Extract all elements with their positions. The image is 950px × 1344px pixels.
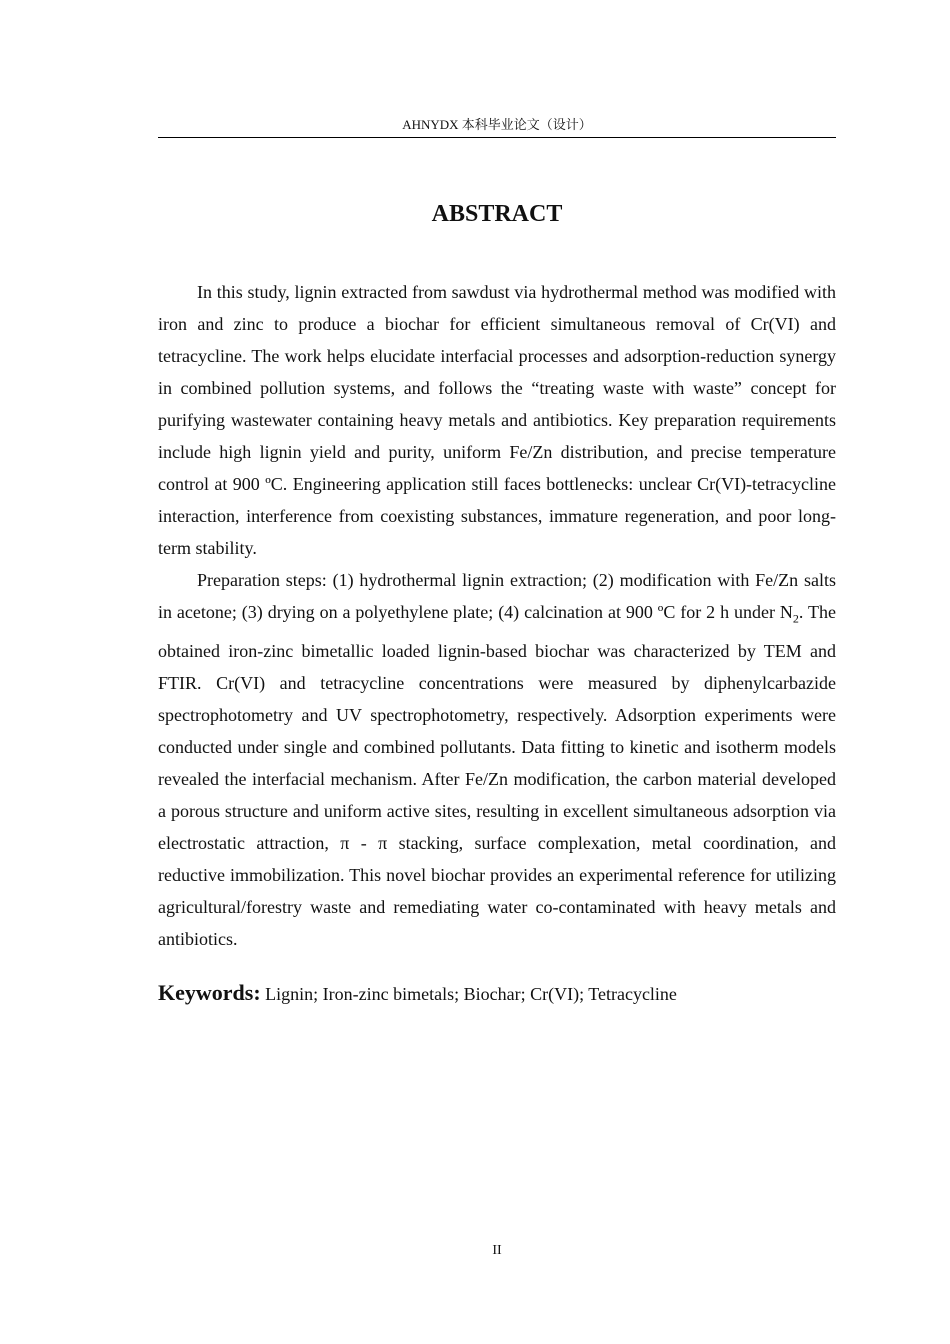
abstract-paragraph-2 (158, 564, 836, 955)
keywords-label: Keywords: (158, 980, 261, 1005)
abstract-body (158, 276, 836, 955)
abstract-paragraph-1: In this study, lignin extracted from sawdust via hydrothermal method was modified with iron and zinc to produce a biochar for efficient simultaneous removal of Cr(VI) and tetracycline. The work helps elucidate interfacial processes and adsorption-reduction synergy in combined pollution systems, and follows the “treating waste with waste” concept for purifying wastewater containing heavy metals and antibiotics. Key preparation requirements include high lignin yield and purity, uniform Fe/Zn distribution, and precise temperature control at 900 ºC. Engineering application still faces bottlenecks: unclear Cr(VI)-tetracycline interaction, interference from coexisting substances, immature regeneration, and poor long-term stability. (158, 282, 836, 558)
nitrogen-subscript: 2 (792, 611, 799, 626)
paragraph-2-text-end: . The obtained iron-zinc bimetallic loaded lignin-based biochar was characterized by TEM and FTIR. Cr(VI) and tetracycline concentrations were measured by diphenylcarbazide spectrophotometry and UV spectrophotometry, respectively. Adsorption experiments were conducted under single and combined pollutants. Data fitting to kinetic and isotherm models revealed the interfacial mechanism. After Fe/Zn modification, the carbon material developed a porous structure and uniform active sites, resulting in excellent simultaneous adsorption via electrostatic attraction, π - π stacking, surface complexation, metal coordination, and reductive immobilization. This novel biochar provides an experimental reference for utilizing agricultural/forestry waste and remediating water co-contaminated with heavy metals and antibiotics. (158, 602, 836, 949)
keywords-line (158, 977, 836, 1010)
page-number: II (492, 1243, 502, 1258)
paragraph-2-text-start: Preparation steps: (1) hydrothermal lignin extraction; (2) modification with Fe/Zn salts in acetone; (3) drying on a polyethylene plate; (4) calcination at 900 ºC for 2 h under N (158, 570, 836, 622)
abstract-title: ABSTRACT (431, 201, 563, 227)
keywords-text: Lignin; Iron-zinc bimetals; Biochar; Cr(VI); Tetracycline (260, 984, 677, 1004)
running-header: AHNYDX 本科毕业论文（设计） (158, 116, 836, 138)
